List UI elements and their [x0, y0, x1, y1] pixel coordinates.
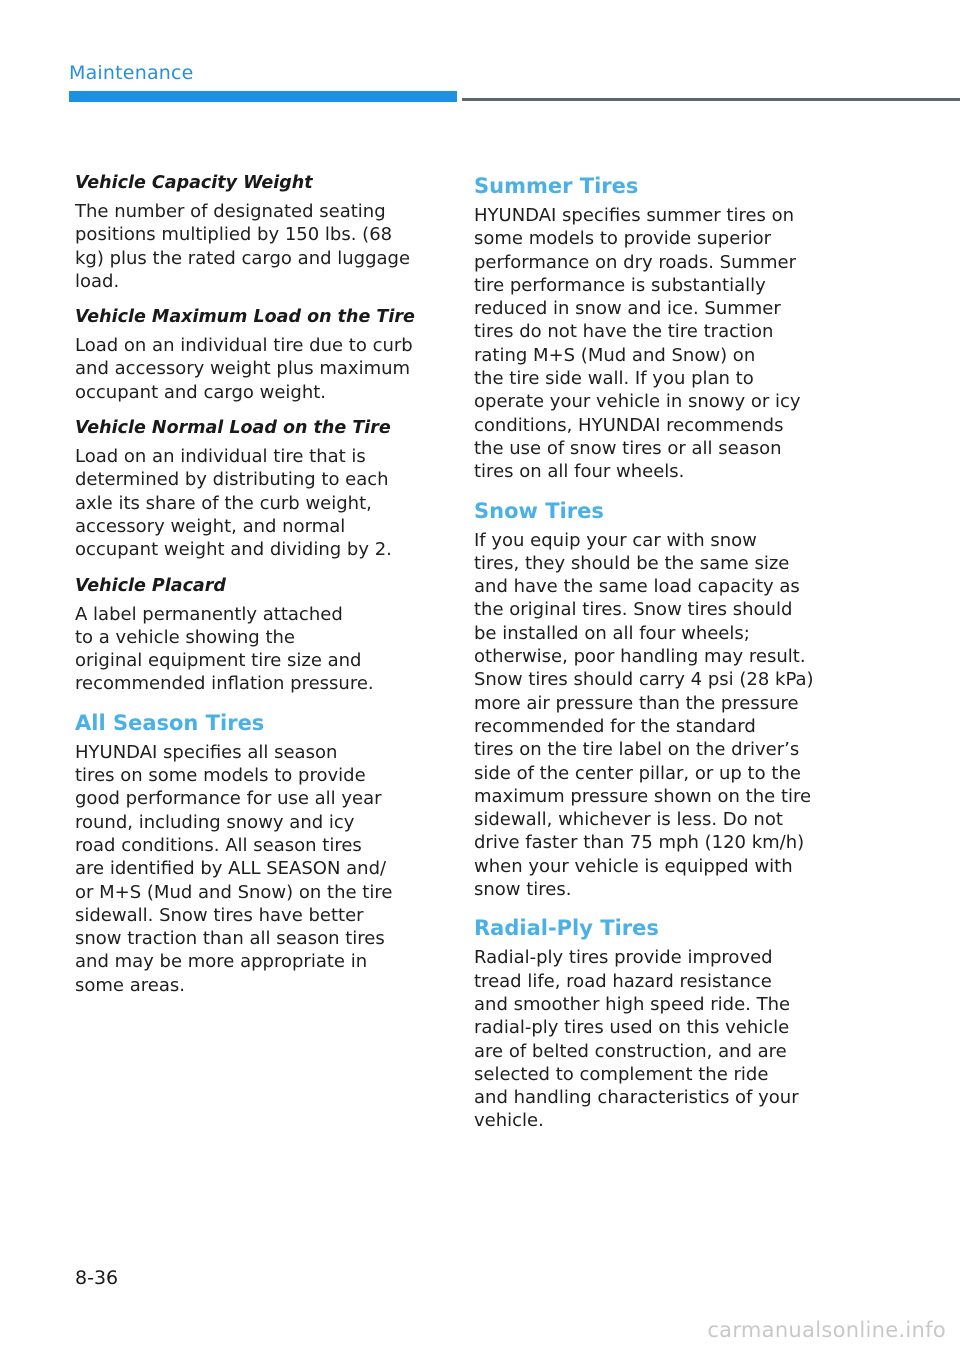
left-column — [75, 172, 447, 1010]
capacity-heading: Vehicle Capacity Weight — [75, 173, 313, 193]
all-season-paragraph: HYUNDAI specifies all season tires on some models to provide good performance for use all year round, including snowy and icy road conditions. All season tires are identified by ALL SEASON and/ or M+S (Mud and Snow) on the tire sidewall. Snow tires have better snow traction than all season tires and may be more appropriate in some areas. — [75, 741, 393, 996]
placard-paragraph: A label permanently attached to a vehicle showing the original equipment tire size and recommended inflation pressure. — [75, 603, 374, 695]
snow-paragraph: If you equip your car with snow tires, they should be the same size and have the same load capacity as the original tires. Snow tires should be installed on all four wheels; otherwise, poor handling may result. Snow tires should carry 4 psi (28 kPa) more air pressure than the pressure recommended for the standard tires on the tire label on the driver’s side of the center pillar, or up to the maximum pressure shown on the tire sidewall, whichever is less. Do not drive faster than 75 mph (120 km/h) when your vehicle is equipped with snow tires. — [474, 529, 814, 901]
summer-paragraph: HYUNDAI specifies summer tires on some models to provide superior performance on dry roads. Summer tire performance is substantially reduced in snow and ice. Summer tires do not have the tire traction rating M+S (Mud and Snow) on the tire side wall. If you plan to operate your vehicle in snowy or icy conditions, HYUNDAI recommends the use of snow tires or all season tires on all four wheels. — [474, 205, 801, 483]
all-season-heading: All Season Tires — [75, 710, 265, 735]
radial-heading: Radial-Ply Tires — [474, 916, 659, 941]
summer-heading: Summer Tires — [474, 174, 639, 198]
header-rule-gray — [462, 98, 960, 101]
normal-load-heading: Vehicle Normal Load on the Tire — [75, 418, 391, 439]
placard-heading: Vehicle Placard — [75, 575, 226, 596]
capacity-paragraph: The number of designated seating positions multiplied by 150 lbs. (68 kg) plus the rated cargo and luggage load. — [75, 201, 411, 292]
radial-paragraph: Radial-ply tires provide improved tread life, road hazard resistance and smoother high speed ride. The radial-ply tires used on this vehicle are of belted construction, and are selected to complement the ride and handling characteristics of your vehicle. — [474, 947, 799, 1132]
page-number: 8-36 — [75, 1267, 119, 1289]
snow-heading: Snow Tires — [474, 498, 604, 523]
watermark[interactable]: carmanualsonline.info — [707, 1318, 946, 1342]
max-load-paragraph: Load on an individual tire due to curb and accessory weight plus maximum occupant and cargo weight. — [75, 335, 413, 403]
max-load-heading: Vehicle Maximum Load on the Tire — [75, 307, 415, 328]
header-rule-blue — [69, 91, 457, 102]
right-column — [474, 172, 846, 1146]
normal-load-paragraph: Load on an individual tire that is determined by distributing to each axle its share of the curb weight, accessory weight, and normal occupant weight and dividing by 2. — [75, 446, 392, 561]
header-title: Maintenance — [69, 62, 194, 84]
